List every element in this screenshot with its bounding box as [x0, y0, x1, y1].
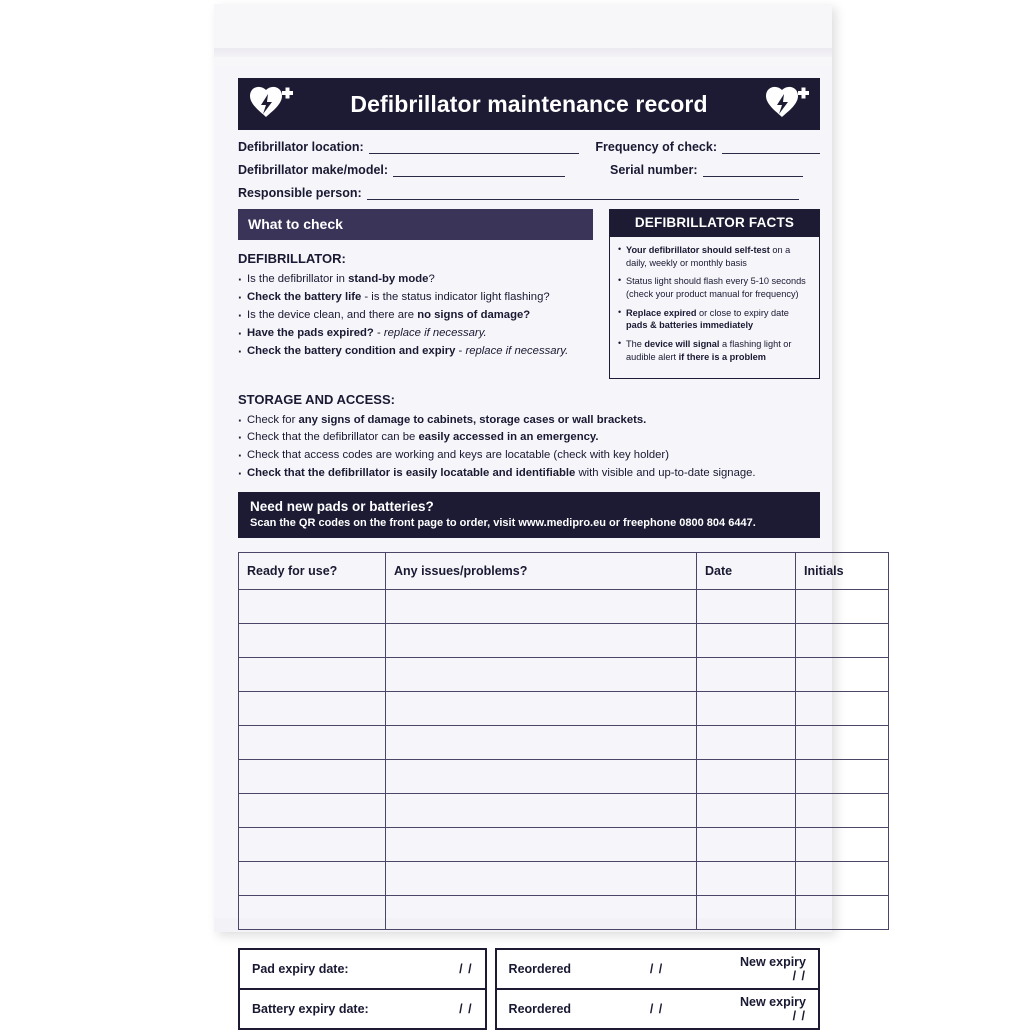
table-cell-ready[interactable] — [239, 692, 386, 726]
notepad — [214, 4, 844, 1024]
heart-defib-icon-right — [764, 84, 810, 124]
text-fragment: stand-by mode — [348, 273, 429, 285]
text-fragment: Check that access codes are working and keys are locatable (check with key holder) — [247, 449, 669, 462]
column-header-initials: Initials — [796, 553, 889, 590]
table-cell-ready[interactable] — [239, 760, 386, 794]
battery-expiry-label: Battery expiry date: — [252, 1002, 369, 1017]
table-row — [239, 590, 889, 624]
pad-expiry-row[interactable] — [240, 950, 485, 988]
text-fragment: ? — [428, 273, 435, 285]
record-sheet — [214, 66, 844, 1024]
text-fragment: replace if necessary. — [465, 344, 569, 357]
table-cell-initials[interactable] — [796, 794, 889, 828]
table-cell-date[interactable] — [697, 726, 796, 760]
table-cell-issues[interactable] — [386, 726, 697, 760]
field-label: Frequency of check: — [595, 140, 717, 154]
table-row — [239, 828, 889, 862]
field-row-3 — [238, 186, 820, 200]
check-list-item — [238, 429, 820, 446]
table-cell-date[interactable] — [697, 862, 796, 896]
table-cell-issues[interactable] — [386, 760, 697, 794]
table-cell-initials[interactable] — [796, 658, 889, 692]
fact-list-item — [618, 244, 811, 269]
text-fragment: with visible and up-to-date signage. — [575, 467, 756, 480]
field-row-2 — [238, 163, 820, 177]
table-cell-date[interactable] — [697, 590, 796, 624]
table-cell-ready[interactable] — [239, 862, 386, 896]
field-input-line[interactable] — [722, 140, 820, 154]
facts-box — [609, 237, 820, 379]
table-cell-date[interactable] — [697, 760, 796, 794]
fact-list-item — [618, 275, 811, 300]
battery-new-expiry-group[interactable] — [705, 995, 806, 1023]
field-label: Serial number: — [610, 163, 698, 177]
table-cell-issues[interactable] — [386, 590, 697, 624]
fact-list-item — [618, 307, 811, 332]
pad-reordered-label: Reordered — [508, 962, 572, 977]
table-cell-initials[interactable] — [796, 692, 889, 726]
document-header — [238, 78, 820, 130]
table-cell-ready[interactable] — [239, 828, 386, 862]
pad-reordered-date-field[interactable]: / / — [649, 962, 664, 977]
column-header-issues: Any issues/problems? — [386, 553, 697, 590]
battery-new-expiry-label: New expiry — [739, 995, 806, 1010]
facts-panel — [609, 209, 820, 379]
check-list-item — [238, 412, 820, 429]
check-list-item — [238, 343, 593, 360]
table-row — [239, 726, 889, 760]
table-cell-issues[interactable] — [386, 624, 697, 658]
check-list-item — [238, 271, 593, 288]
text-fragment: on a daily, weekly or monthly basis — [626, 245, 791, 268]
column-header-date: Date — [697, 553, 796, 590]
table-cell-date[interactable] — [697, 896, 796, 930]
text-fragment: Check the battery life — [247, 290, 362, 303]
table-cell-date[interactable] — [697, 828, 796, 862]
text-fragment: Replace expired — [626, 307, 697, 318]
text-fragment: no signs of damage? — [417, 308, 531, 321]
text-fragment: The — [626, 339, 645, 350]
field-input-line[interactable] — [393, 163, 565, 177]
table-cell-issues[interactable] — [386, 896, 697, 930]
pad-binding-strip — [214, 4, 832, 67]
field-input-line[interactable] — [369, 140, 579, 154]
text-fragment: or freephone — [605, 517, 680, 530]
table-cell-initials[interactable] — [796, 896, 889, 930]
storage-check-list — [238, 412, 820, 483]
text-fragment: Check for — [247, 413, 299, 426]
defibrillator-check-list — [238, 271, 593, 360]
text-fragment: a flashing light or audible alert — [626, 339, 792, 362]
table-cell-date[interactable] — [697, 692, 796, 726]
check-list-item — [238, 325, 593, 342]
field-label: Responsible person: — [238, 186, 362, 200]
text-fragment: Your defibrillator should self-test — [626, 245, 770, 255]
column-header-ready: Ready for use? — [239, 553, 386, 590]
facts-heading: DEFIBRILLATOR FACTS — [609, 209, 820, 237]
field-responsible-person[interactable] — [238, 186, 799, 200]
table-cell-initials[interactable] — [796, 590, 889, 624]
pad-new-expiry-date-field[interactable]: / / — [792, 969, 806, 984]
expiry-dates-box — [238, 948, 487, 1030]
table-cell-initials[interactable] — [796, 624, 889, 658]
field-input-line[interactable] — [703, 163, 803, 177]
text-fragment: Is the device clean, and there are — [247, 308, 418, 321]
text-fragment: - — [373, 326, 384, 339]
table-body — [239, 590, 889, 930]
expiry-section — [238, 948, 820, 1030]
field-row-1 — [238, 140, 820, 154]
middle-section — [238, 209, 820, 379]
text-fragment: easily accessed in an emergency. — [418, 431, 599, 444]
table-cell-issues[interactable] — [386, 692, 697, 726]
reorder-box — [495, 948, 820, 1030]
field-label: Defibrillator make/model: — [238, 163, 389, 177]
maintenance-log-table — [238, 552, 889, 930]
table-row — [239, 692, 889, 726]
text-fragment: if there is a problem — [678, 351, 766, 362]
field-frequency-of-check[interactable] — [595, 140, 820, 154]
battery-reordered-date-field[interactable]: / / — [649, 1002, 664, 1017]
table-cell-issues[interactable] — [386, 794, 697, 828]
table-cell-ready[interactable] — [239, 726, 386, 760]
fact-list-item — [618, 338, 811, 363]
text-fragment: - is the status indicator light flashing? — [361, 290, 550, 303]
pad-expiry-date-field[interactable]: / / — [459, 962, 473, 977]
table-cell-initials[interactable] — [796, 828, 889, 862]
field-input-line[interactable] — [367, 186, 799, 200]
text-fragment: 0800 804 6447. — [679, 517, 756, 530]
check-list-item — [238, 465, 820, 482]
pad-reorder-row[interactable] — [497, 950, 818, 988]
table-cell-date[interactable] — [697, 794, 796, 828]
page-title: Defibrillator maintenance record — [350, 90, 708, 117]
field-defibrillator-location[interactable] — [238, 140, 595, 154]
table-cell-ready[interactable] — [239, 896, 386, 930]
field-serial-number[interactable] — [610, 163, 820, 177]
table-header-row — [239, 553, 889, 590]
reorder-banner-text — [250, 517, 808, 529]
check-list-item — [238, 289, 593, 306]
pad-expiry-label: Pad expiry date: — [252, 962, 349, 977]
table-row — [239, 794, 889, 828]
pad-new-expiry-group[interactable] — [705, 955, 806, 983]
facts-list — [618, 244, 811, 364]
text-fragment: Is the defibrillator in — [247, 273, 349, 285]
text-fragment: replace if necessary. — [383, 326, 487, 339]
battery-expiry-date-field[interactable]: / / — [459, 1002, 473, 1017]
battery-reorder-row[interactable] — [497, 988, 818, 1028]
defibrillator-group-title: DEFIBRILLATOR: — [238, 251, 346, 266]
text-fragment: Have the pads expired? — [247, 326, 374, 339]
battery-reordered-label: Reordered — [508, 1002, 572, 1017]
battery-new-expiry-date-field[interactable]: / / — [792, 1009, 806, 1024]
table-row — [239, 624, 889, 658]
text-fragment: or close to expiry date — [696, 307, 789, 318]
battery-expiry-row[interactable] — [240, 988, 485, 1028]
text-fragment: Check that the defibrillator is easily locatable and identifiable — [247, 467, 576, 480]
table-cell-date[interactable] — [697, 658, 796, 692]
field-make-model[interactable] — [238, 163, 610, 177]
table-cell-initials[interactable] — [796, 726, 889, 760]
field-label: Defibrillator location: — [238, 140, 364, 154]
table-cell-ready[interactable] — [239, 658, 386, 692]
storage-group-title: STORAGE AND ACCESS: — [238, 391, 395, 407]
reorder-banner — [238, 492, 820, 538]
text-fragment: www.medipro.eu — [518, 517, 606, 530]
header-fields — [238, 140, 820, 200]
table-cell-ready[interactable] — [239, 590, 386, 624]
text-fragment: device will signal — [644, 339, 720, 350]
table-cell-issues[interactable] — [386, 828, 697, 862]
table-cell-ready[interactable] — [239, 794, 386, 828]
table-cell-ready[interactable] — [239, 624, 386, 658]
table-cell-issues[interactable] — [386, 862, 697, 896]
what-to-check-heading: What to check — [238, 209, 593, 240]
table-cell-issues[interactable] — [386, 658, 697, 692]
check-list-item — [238, 307, 593, 324]
table-row — [239, 862, 889, 896]
text-fragment: Check that the defibrillator can be — [247, 431, 419, 444]
reorder-banner-title: Need new pads or batteries? — [250, 499, 434, 515]
table-cell-date[interactable] — [697, 624, 796, 658]
table-row — [239, 760, 889, 794]
text-fragment: Check the battery condition and expiry — [247, 344, 456, 357]
text-fragment: any signs of damage to cabinets, storage cases or wall brackets. — [298, 413, 647, 426]
what-to-check-panel — [238, 209, 593, 379]
table-cell-initials[interactable] — [796, 862, 889, 896]
text-fragment: Scan the QR codes on the front page to order, visit — [250, 517, 519, 530]
check-list-item — [238, 447, 820, 464]
text-fragment: - — [455, 344, 466, 357]
text-fragment: Status light should flash every 5-10 seconds (check your product manual for frequency) — [626, 276, 806, 300]
table-row — [239, 896, 889, 930]
heart-defib-icon-left — [248, 84, 294, 124]
table-cell-initials[interactable] — [796, 760, 889, 794]
table-row — [239, 658, 889, 692]
pad-new-expiry-label: New expiry — [739, 955, 806, 970]
text-fragment: pads & batteries immediately — [626, 320, 754, 331]
